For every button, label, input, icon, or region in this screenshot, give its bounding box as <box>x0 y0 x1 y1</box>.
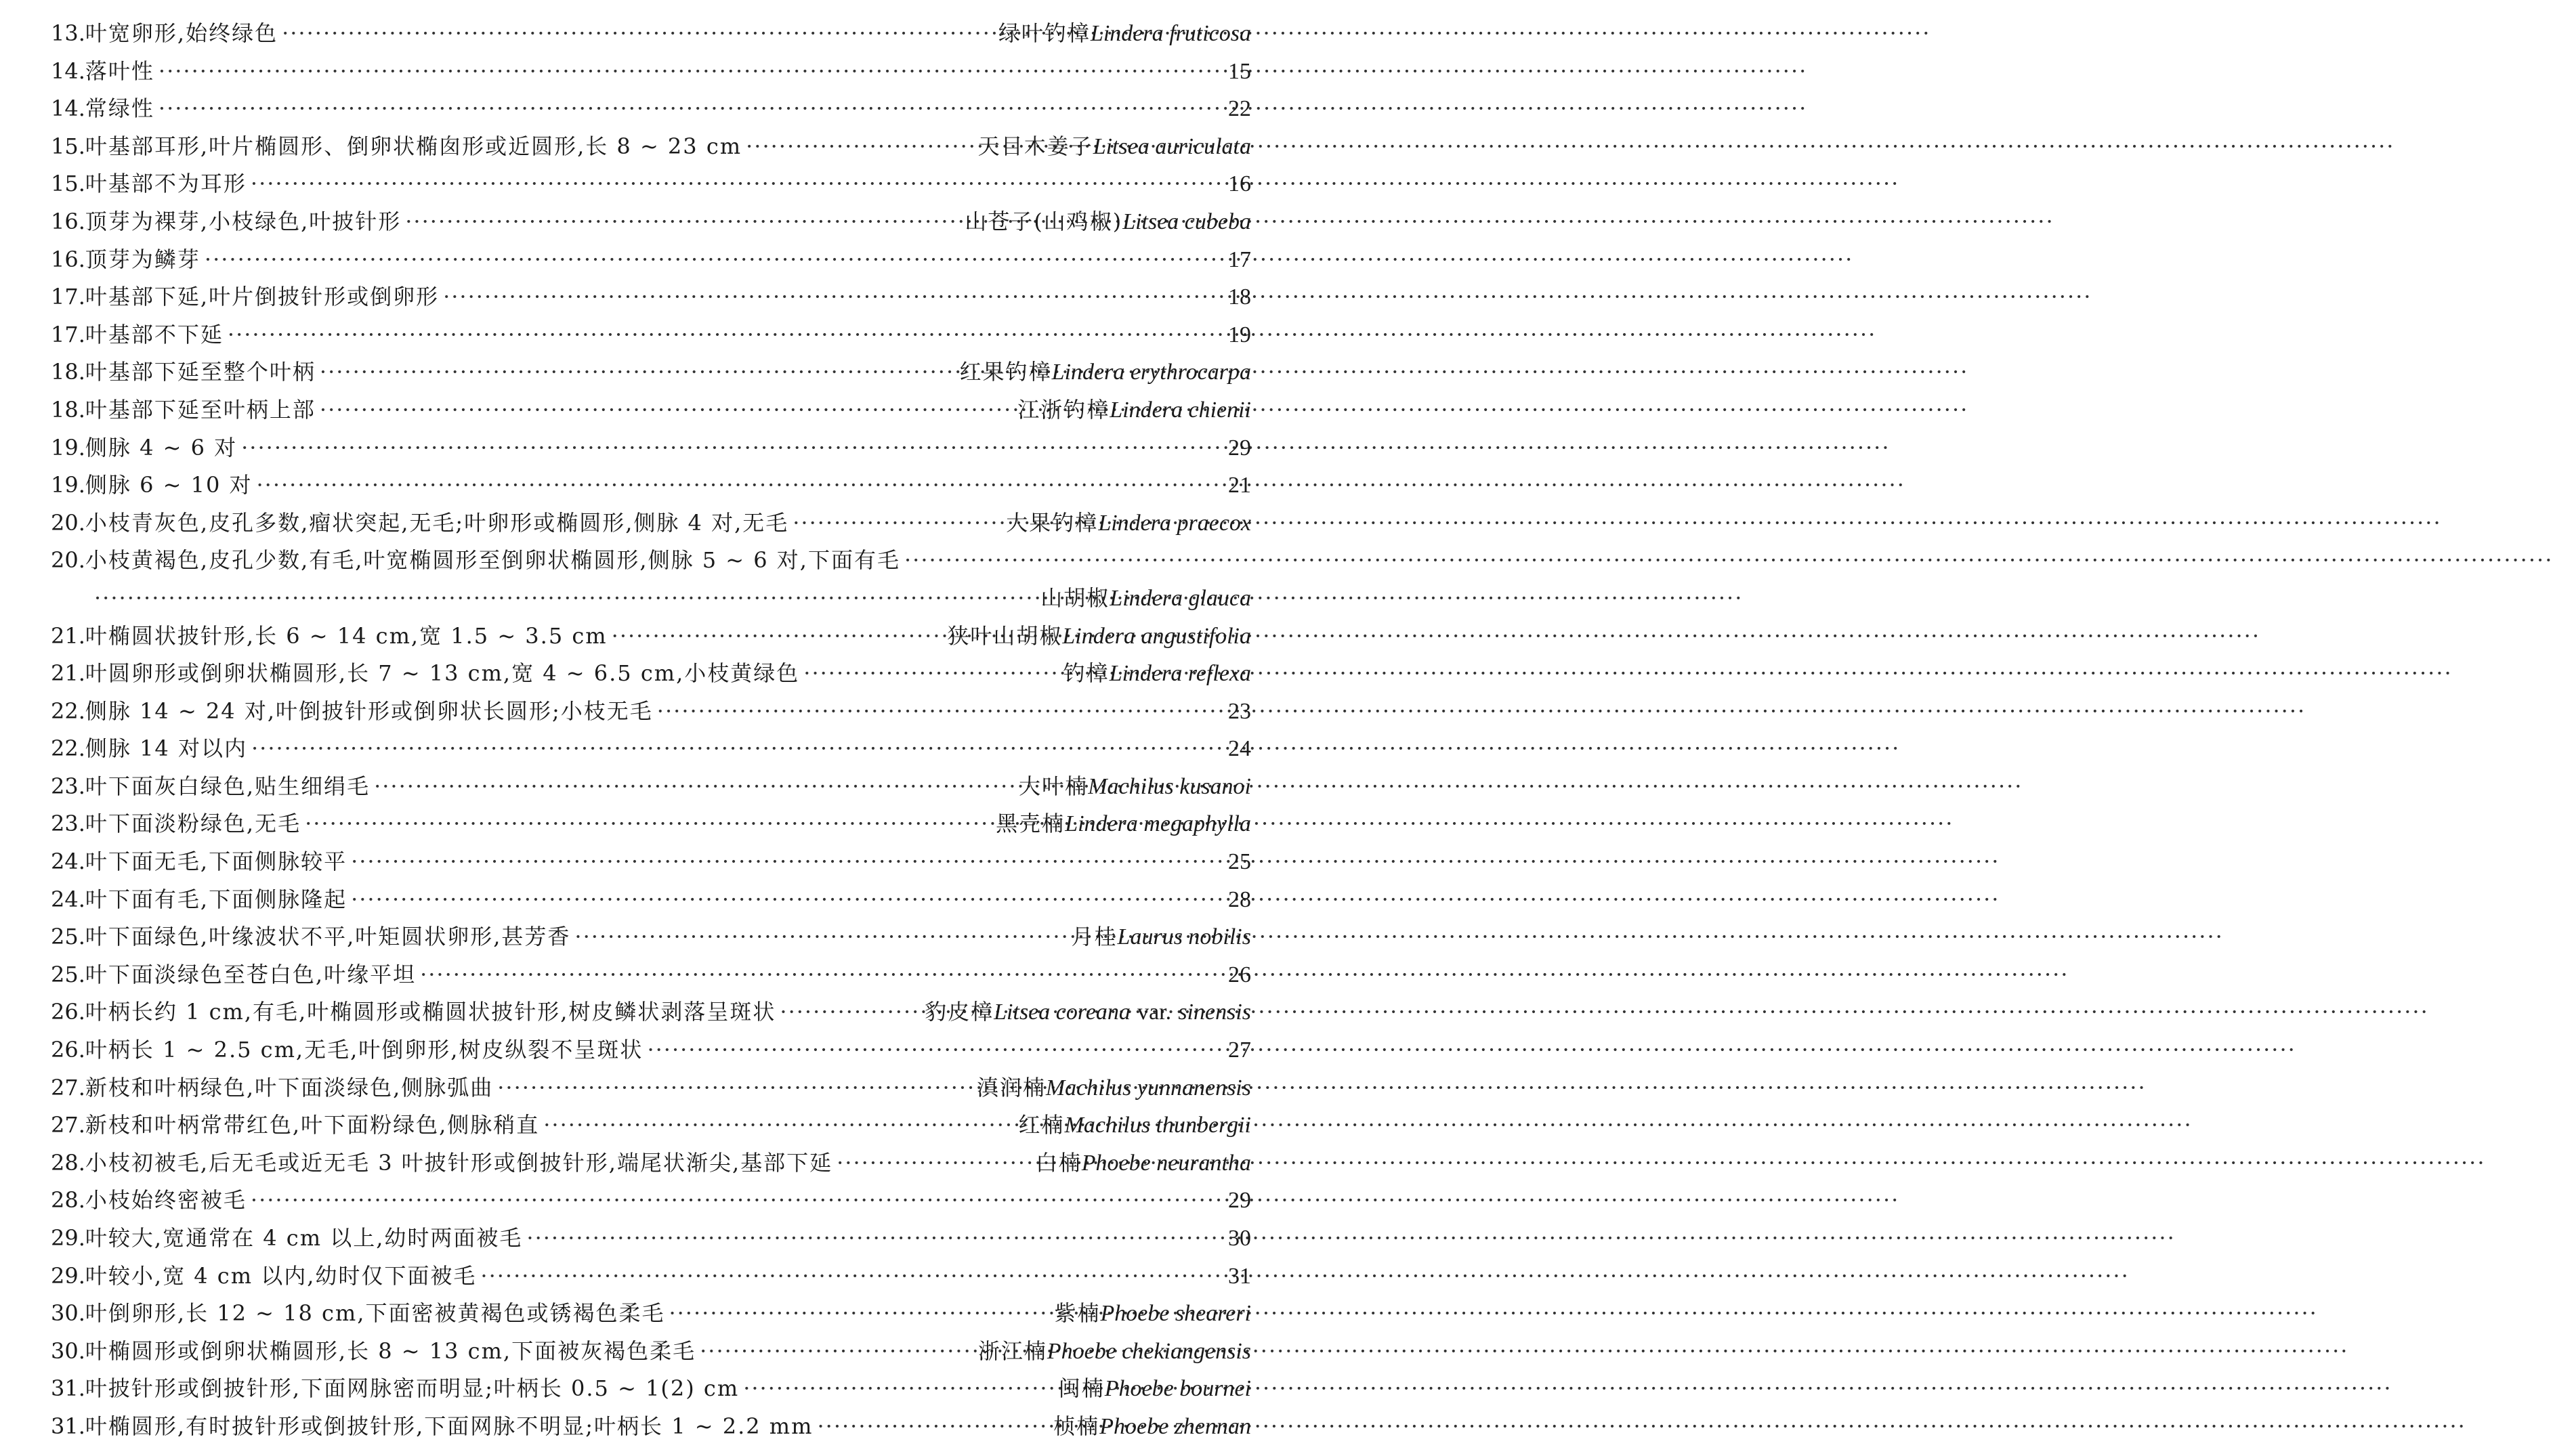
leader-dots <box>256 467 1224 505</box>
couplet-number: 24. <box>51 849 85 875</box>
next-couplet-reference: 17 <box>1228 247 1251 272</box>
key-row <box>51 1258 1251 1296</box>
key-row <box>51 993 1251 1031</box>
couplet-number: 28. <box>51 1149 85 1176</box>
couplet-description: 叶较小,宽 4 cm 以内,幼时仅下面被毛 <box>85 1262 477 1289</box>
species-scientific-name: Phoebe zhennan <box>1099 1413 1251 1439</box>
couplet-number: 22. <box>51 735 85 762</box>
leader-dots <box>374 768 1015 806</box>
leader-dots <box>405 203 961 241</box>
species-scientific-name: Litsea auriculata <box>1093 133 1251 159</box>
species-chinese-name: 闽楠 <box>1058 1375 1105 1402</box>
species-result <box>960 354 1251 391</box>
leader-dots <box>159 53 1224 91</box>
species-scientific-name: Litsea cubeba <box>1122 209 1251 234</box>
taxon-rank: var. <box>1137 1000 1172 1025</box>
key-row <box>51 918 1251 956</box>
couplet-description: 叶下面淡绿色至苍白色,叶缘平坦 <box>85 961 417 987</box>
leader-dots <box>443 278 1224 316</box>
species-chinese-name: 豹皮樟 <box>925 999 994 1025</box>
couplet-number: 28. <box>51 1187 85 1214</box>
couplet-description: 叶椭圆形,有时披针形或倒披针形,下面网脉不明显;叶柄长 1 ~ 2.2 mm <box>85 1413 814 1439</box>
couplet-number: 18. <box>51 359 85 385</box>
couplet-number: 21. <box>51 660 85 687</box>
couplet-number: 31. <box>51 1375 85 1402</box>
key-row <box>51 90 1251 128</box>
key-row <box>51 15 1251 53</box>
identification-key <box>51 15 1251 1446</box>
couplet-description: 叶圆卵形或倒卵状椭圆形,长 7 ~ 13 cm,宽 4 ~ 6.5 cm,小枝黄绿色 <box>85 660 800 687</box>
species-result <box>1072 918 1251 956</box>
species-chinese-name: 大果钓樟 <box>1006 509 1099 536</box>
species-scientific-name: Phoebe bournei <box>1104 1376 1251 1402</box>
leader-dots <box>480 1258 1224 1296</box>
leader-dots <box>497 1069 973 1107</box>
couplet-number: 27. <box>51 1074 85 1100</box>
next-couplet-reference: 22 <box>1228 96 1251 122</box>
species-scientific-name: Phoebe sheareri <box>1100 1301 1251 1327</box>
next-couplet-reference: 16 <box>1228 171 1251 197</box>
key-row <box>51 1370 1251 1408</box>
leader-dots <box>282 15 994 53</box>
leader-dots <box>657 693 1224 731</box>
leader-dots <box>543 1107 1014 1144</box>
couplet-description: 侧脉 14 ~ 24 对,叶倒披针形或倒卵状长圆形;小枝无毛 <box>85 698 653 724</box>
key-row <box>51 1107 1251 1144</box>
couplet-number: 18. <box>51 396 85 423</box>
couplet-number: 23. <box>51 773 85 799</box>
couplet-number: 17. <box>51 284 85 310</box>
leader-dots <box>612 618 944 656</box>
key-row <box>51 1295 1251 1333</box>
leader-dots <box>241 429 1224 467</box>
next-couplet-reference: 23 <box>1228 698 1251 724</box>
couplet-number: 30. <box>51 1300 85 1327</box>
key-row <box>51 1069 1251 1107</box>
key-row <box>51 391 1251 429</box>
couplet-description: 叶下面绿色,叶缘波状不平,叶矩圆状卵形,甚芳香 <box>85 924 571 950</box>
leader-dots <box>420 956 1224 994</box>
leader-dots <box>780 993 921 1031</box>
couplet-description: 叶下面无毛,下面侧脉较平 <box>85 849 347 875</box>
species-result <box>1036 1144 1251 1182</box>
species-scientific-name: Phoebe chekiangensis <box>1047 1338 1251 1364</box>
key-row <box>51 505 1251 542</box>
couplet-number: 30. <box>51 1337 85 1364</box>
next-couplet-reference: 28 <box>1228 886 1251 912</box>
species-chinese-name: 大叶楠 <box>1019 773 1089 799</box>
couplet-description: 侧脉 14 对以内 <box>85 735 247 762</box>
couplet-number: 23. <box>51 811 85 837</box>
next-couplet-reference: 19 <box>1228 322 1251 347</box>
species-chinese-name: 桢楠 <box>1053 1413 1100 1439</box>
species-result <box>947 618 1251 656</box>
couplet-number: 14. <box>51 95 85 122</box>
couplet-description: 顶芽为裸芽,小枝绿色,叶披针形 <box>85 208 402 234</box>
leader-dots <box>803 655 1059 693</box>
leader-dots <box>904 542 1247 580</box>
species-chinese-name: 山苍子(山鸡椒) <box>965 208 1123 234</box>
couplet-description: 叶基部不为耳形 <box>85 171 247 197</box>
couplet-description: 小枝黄褐色,皮孔少数,有毛,叶宽椭圆形至倒卵状椭圆形,侧脉 5 ~ 6 对,下面有毛 <box>85 547 900 574</box>
couplet-description: 常绿性 <box>85 95 154 122</box>
key-row <box>51 1182 1251 1220</box>
key-row <box>51 805 1251 843</box>
couplet-description: 叶基部耳形,叶片椭圆形、倒卵状椭囱形或近圆形,长 8 ~ 23 cm <box>85 133 742 159</box>
species-scientific-name: Machilus thunbergii <box>1064 1113 1251 1138</box>
key-row <box>51 956 1251 994</box>
couplet-description: 叶下面有毛,下面侧脉隆起 <box>85 886 347 912</box>
species-scientific-name: Lindera glauca <box>1110 585 1251 611</box>
leader-dots <box>351 881 1224 919</box>
couplet-description: 叶基部下延,叶片倒披针形或倒卵形 <box>85 284 440 310</box>
leader-dots <box>837 1144 1032 1182</box>
species-scientific-name: Lindera fruticosa <box>1090 21 1251 46</box>
couplet-number: 26. <box>51 999 85 1025</box>
key-row <box>51 354 1251 391</box>
next-couplet-reference: 24 <box>1228 736 1251 762</box>
species-result <box>1019 768 1251 806</box>
couplet-description: 叶较大,宽通常在 4 cm 以上,幼时两面被毛 <box>85 1225 523 1251</box>
key-row <box>51 1031 1251 1069</box>
couplet-number: 17. <box>51 321 85 347</box>
couplet-description: 新枝和叶柄绿色,叶下面淡绿色,侧脉弧曲 <box>85 1074 494 1100</box>
couplet-number: 14. <box>51 58 85 84</box>
couplet-description: 叶基部不下延 <box>85 321 224 347</box>
species-chinese-name: 钓樟 <box>1063 660 1110 687</box>
key-row <box>51 693 1251 731</box>
species-result <box>977 1069 1251 1107</box>
key-row <box>51 241 1251 279</box>
key-row <box>51 278 1251 316</box>
species-scientific-name: Lindera reflexa <box>1109 661 1251 687</box>
species-chinese-name: 月桂 <box>1071 924 1118 950</box>
next-couplet-reference: 31 <box>1228 1263 1251 1289</box>
species-scientific-name: Machilus kusanoi <box>1088 773 1251 799</box>
leader-dots <box>817 1408 1049 1446</box>
couplet-description: 侧脉 4 ~ 6 对 <box>85 434 238 461</box>
couplet-number: 20. <box>51 547 85 574</box>
species-result <box>1053 1408 1251 1446</box>
couplet-description: 叶椭圆形或倒卵状椭圆形,长 8 ~ 13 cm,下面被灰褐色柔毛 <box>85 1337 696 1364</box>
couplet-number: 13. <box>51 20 85 46</box>
leader-dots <box>793 505 1002 542</box>
species-scientific-name: Lindera angustifolia <box>1062 623 1251 649</box>
couplet-description: 小枝始终密被毛 <box>85 1187 247 1214</box>
leader-dots <box>320 354 956 391</box>
couplet-description: 小枝青灰色,皮孔多数,瘤状突起,无毛;叶卵形或椭圆形,侧脉 4 对,无毛 <box>85 509 789 536</box>
leader-dots <box>251 165 1224 203</box>
couplet-description: 小枝初被毛,后无毛或近无毛 3 叶披针形或倒披针形,端尾状渐尖,基部下延 <box>85 1149 833 1176</box>
species-scientific-name: Laurus nobilis <box>1117 924 1251 950</box>
couplet-number: 27. <box>51 1112 85 1138</box>
species-chinese-name: 江浙钓樟 <box>1017 396 1110 423</box>
key-row <box>51 768 1251 806</box>
couplet-description: 侧脉 6 ~ 10 对 <box>85 472 253 498</box>
species-chinese-name: 紫楠 <box>1054 1300 1101 1327</box>
couplet-description: 叶基部下延至叶柄上部 <box>85 396 316 423</box>
next-couplet-reference: 21 <box>1228 473 1251 498</box>
species-result <box>978 128 1251 166</box>
key-row <box>51 128 1251 166</box>
leader-dots <box>205 241 1224 279</box>
key-row <box>51 429 1251 467</box>
couplet-number: 19. <box>51 434 85 461</box>
next-couplet-reference: 29 <box>1228 435 1251 461</box>
species-chinese-name: 天目木姜子 <box>977 133 1093 159</box>
couplet-number: 22. <box>51 698 85 724</box>
key-row <box>51 1220 1251 1258</box>
next-couplet-reference: 26 <box>1228 962 1251 987</box>
leader-dots <box>159 90 1224 128</box>
next-couplet-reference: 27 <box>1228 1037 1251 1063</box>
couplet-number: 26. <box>51 1037 85 1063</box>
species-chinese-name: 狭叶山胡椒 <box>947 622 1063 649</box>
couplet-number: 29. <box>51 1262 85 1289</box>
leader-dots <box>743 1370 1055 1408</box>
species-chinese-name: 绿叶钓樟 <box>998 20 1091 46</box>
species-result <box>1006 505 1251 542</box>
species-scientific-name: Phoebe neurantha <box>1081 1150 1251 1176</box>
couplet-description: 叶披针形或倒披针形,下面网脉密而明显;叶柄长 0.5 ~ 1(2) cm <box>85 1375 740 1402</box>
species-chinese-name: 红楠 <box>1018 1112 1065 1138</box>
leader-dots <box>746 128 974 166</box>
couplet-number: 20. <box>51 509 85 536</box>
couplet-number: 25. <box>51 924 85 950</box>
couplet-number: 15. <box>51 133 85 159</box>
species-result <box>1019 1107 1251 1144</box>
couplet-number: 15. <box>51 171 85 197</box>
next-couplet-reference: 30 <box>1228 1226 1251 1251</box>
species-chinese-name: 滇润楠 <box>976 1074 1046 1100</box>
key-row <box>51 1144 1251 1182</box>
species-result <box>965 203 1251 241</box>
key-row <box>51 316 1251 354</box>
leader-dots <box>251 730 1224 768</box>
couplet-description: 叶宽卵形,始终绿色 <box>85 20 278 46</box>
leader-dots <box>251 1182 1224 1220</box>
species-scientific-name: Lindera chienii <box>1110 397 1251 423</box>
species-result <box>978 1333 1251 1371</box>
species-result <box>1017 391 1251 429</box>
species-result <box>1054 1295 1251 1333</box>
leader-dots <box>94 580 1036 618</box>
leader-dots <box>228 316 1224 354</box>
couplet-number: 19. <box>51 472 85 498</box>
leader-dots <box>351 843 1224 881</box>
species-result <box>996 805 1251 843</box>
couplet-description: 顶芽为鳞芽 <box>85 246 201 272</box>
species-chinese-name: 红果钓樟 <box>959 359 1052 385</box>
couplet-number: 24. <box>51 886 85 912</box>
key-row <box>51 843 1251 881</box>
couplet-description: 落叶性 <box>85 58 154 84</box>
couplet-description: 叶椭圆状披针形,长 6 ~ 14 cm,宽 1.5 ~ 3.5 cm <box>85 622 608 649</box>
species-result <box>1040 580 1251 618</box>
species-chinese-name: 山胡椒 <box>1040 584 1110 611</box>
species-result <box>1059 1370 1251 1408</box>
infraspecific-epithet: sinensis <box>1178 1000 1251 1025</box>
couplet-number: 16. <box>51 246 85 272</box>
key-row <box>51 881 1251 919</box>
leader-dots <box>669 1295 1050 1333</box>
species-result <box>998 15 1251 53</box>
key-row <box>51 203 1251 241</box>
key-row <box>51 53 1251 91</box>
next-couplet-reference: 25 <box>1228 849 1251 875</box>
leader-dots <box>320 391 1013 429</box>
leader-dots <box>526 1220 1224 1258</box>
leader-dots <box>700 1333 974 1371</box>
leader-dots <box>305 805 992 843</box>
leader-dots <box>574 918 1067 956</box>
couplet-description: 叶柄长 1 ~ 2.5 cm,无毛,叶倒卵形,树皮纵裂不呈斑状 <box>85 1037 643 1063</box>
key-row <box>51 618 1251 656</box>
species-scientific-name: Machilus yunnanensis <box>1045 1075 1251 1100</box>
key-row <box>51 730 1251 768</box>
couplet-description: 叶柄长约 1 cm,有毛,叶椭圆形或椭圆状披针形,树皮鳞状剥落呈斑状 <box>85 999 776 1025</box>
next-couplet-reference: 15 <box>1228 58 1251 84</box>
key-row <box>51 542 1251 580</box>
species-chinese-name: 浙江楠 <box>977 1337 1047 1364</box>
couplet-description: 叶基部下延至整个叶柄 <box>85 359 316 385</box>
next-couplet-reference: 18 <box>1228 284 1251 310</box>
leader-dots <box>647 1031 1224 1069</box>
couplet-description: 叶下面淡粉绿色,无毛 <box>85 811 301 837</box>
couplet-description: 新枝和叶柄常带红色,叶下面粉绿色,侧脉稍直 <box>85 1112 540 1138</box>
key-row <box>51 165 1251 203</box>
couplet-number: 25. <box>51 961 85 987</box>
couplet-number: 21. <box>51 622 85 649</box>
key-row <box>51 467 1251 505</box>
species-result <box>1063 655 1251 693</box>
key-row <box>51 1333 1251 1371</box>
species-result <box>925 993 1251 1031</box>
couplet-number: 29. <box>51 1225 85 1251</box>
species-scientific-name: Litsea coreana <box>994 1000 1131 1025</box>
species-chinese-name: 黑壳楠 <box>996 811 1065 837</box>
key-row <box>51 1408 1251 1446</box>
couplet-number: 31. <box>51 1413 85 1439</box>
couplet-description: 叶下面灰白绿色,贴生细绢毛 <box>85 773 371 799</box>
couplet-description: 叶倒卵形,长 12 ~ 18 cm,下面密被黄褐色或锈褐色柔毛 <box>85 1300 665 1327</box>
species-scientific-name: Lindera megaphylla <box>1065 811 1251 837</box>
species-chinese-name: 白楠 <box>1035 1149 1082 1176</box>
couplet-number: 16. <box>51 208 85 234</box>
species-scientific-name: Lindera praecox <box>1098 510 1251 536</box>
species-scientific-name: Lindera erythrocarpa <box>1051 360 1251 385</box>
key-continuation-row <box>51 580 1251 618</box>
next-couplet-reference: 29 <box>1228 1188 1251 1214</box>
key-row <box>51 655 1251 693</box>
